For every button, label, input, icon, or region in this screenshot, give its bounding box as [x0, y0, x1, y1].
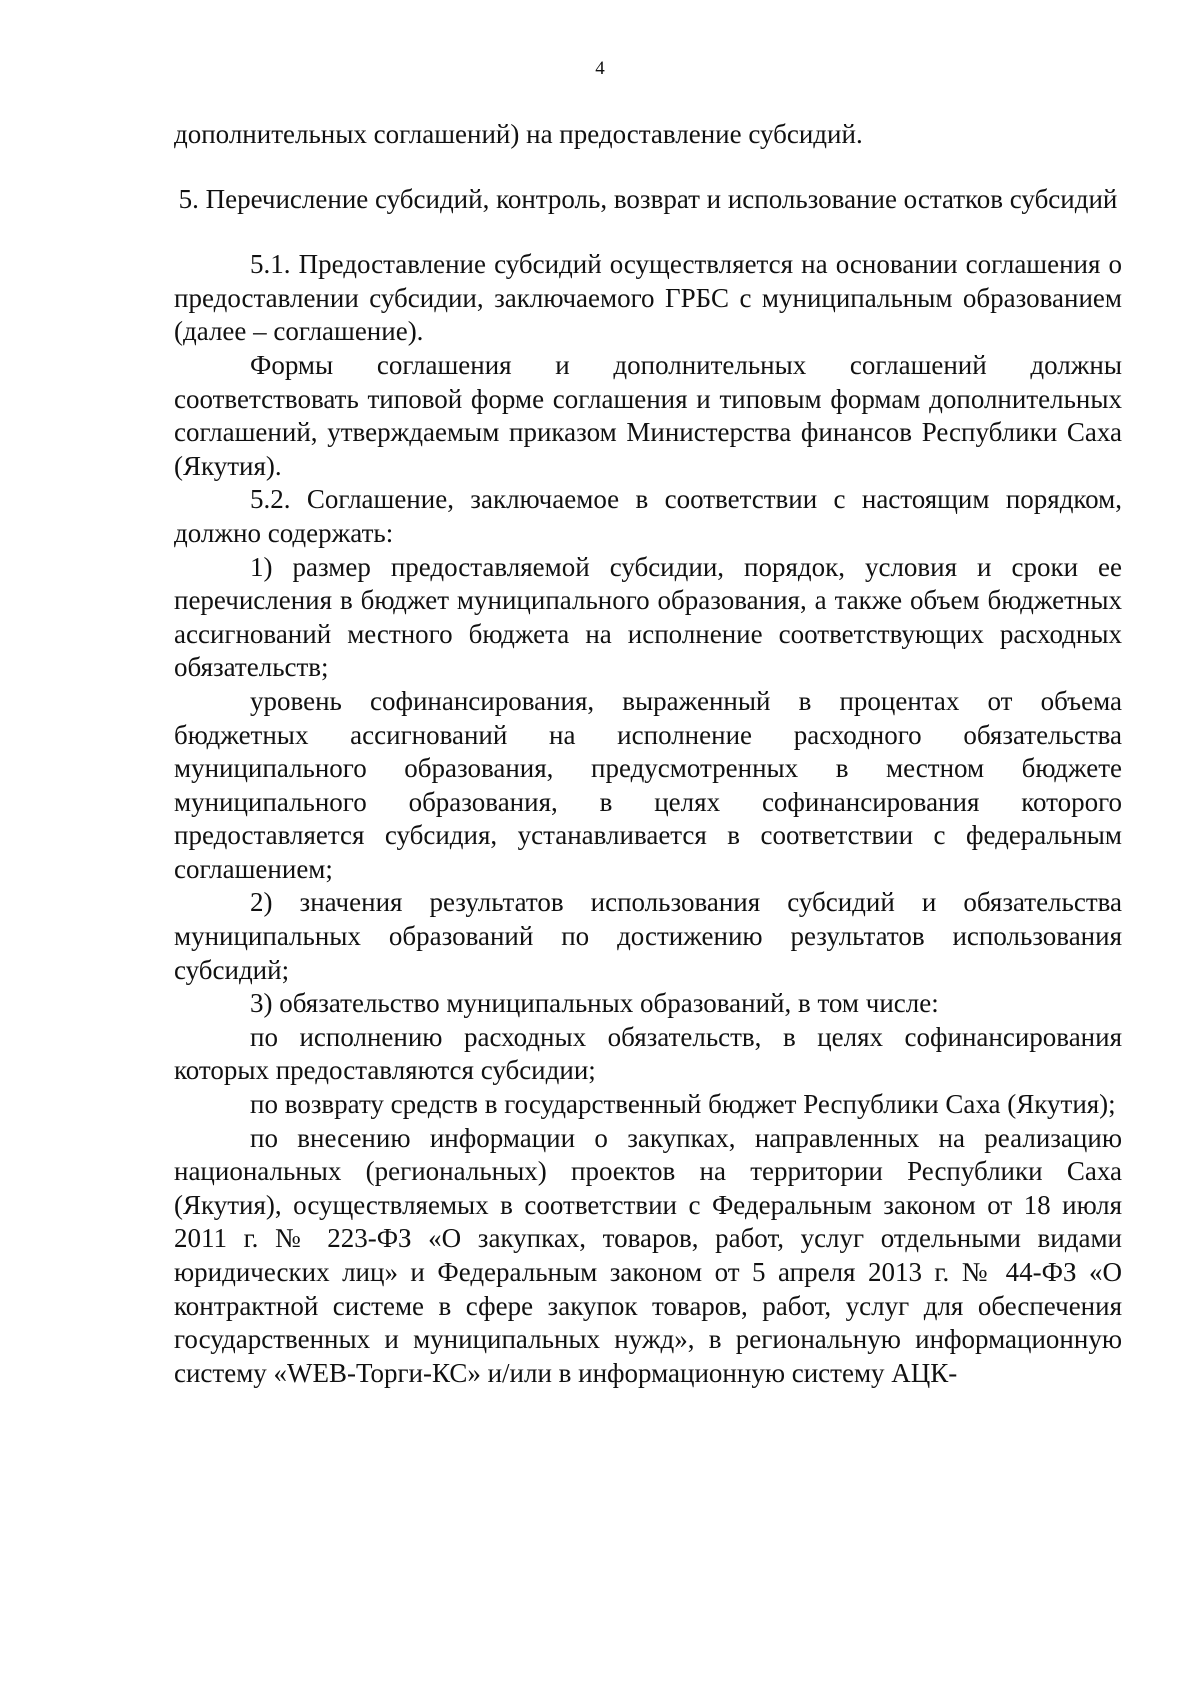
paragraph-5-2: 5.2. Соглашение, заключаемое в соответствии с настоящим порядком, должно содержать:: [174, 484, 1122, 548]
paragraph-forms: Формы соглашения и дополнительных соглашений должны соответствовать типовой форме соглашения и типовым формам дополнительных соглашений, утверждаемым приказом Министерства финансов Республики Саха (Якутия).: [174, 349, 1122, 481]
subitem-procurement-info: по внесению информации о закупках, направленных на реализацию национальных (региональных) проектов на территории Республики Саха (Якутия), осуществляемых в соответствии с Федеральным законом от 18 июля 2011 г. № 223-ФЗ «О закупках, товаров, работ, услуг отдельными видами юридических лиц» и Федеральным законом от 5 апреля 2013 г. № 44-ФЗ «О контрактной системе в сфере закупок товаров, работ, услуг для обеспечения государственных и муниципальных нужд», в региональную информационную систему «WEB-Торги-КС» и/или в информационную систему АЦК-: [174, 1122, 1122, 1388]
paragraph-cofinancing-level: уровень софинансирования, выраженный в процентах от объема бюджетных ассигнований на исполнение расходного обязательства муниципального образования, предусмотренных в местном бюджете муниципального образования, в целях софинансирования которого предоставляется субсидия, устанавливается в соответствии с федеральным соглашением;: [174, 685, 1122, 884]
paragraph-continuation: дополнительных соглашений) на предоставление субсидий.: [174, 119, 863, 149]
subitem-funds-return: по возврату средств в государственный бюджет Республики Саха (Якутия);: [250, 1089, 1116, 1120]
list-item-2: 2) значения результатов использования субсидий и обязательства муниципальных образований по достижению результатов использования субсидий;: [174, 887, 1122, 985]
section-heading: 5. Перечисление субсидий, контроль, возврат и использование остатков субсидий: [178, 183, 1118, 214]
document-body: [174, 118, 1122, 1390]
list-item-3: 3) обязательство муниципальных образований, в том числе:: [250, 988, 939, 1019]
paragraph-5-1: 5.1. Предоставление субсидий осуществляется на основании соглашения о предоставлении субсидии, заключаемого ГРБС с муниципальным образованием (далее – соглашение).: [174, 249, 1122, 347]
subitem-expenditure-obligations: по исполнению расходных обязательств, в целях софинансирования которых предоставляются субсидии;: [174, 1021, 1122, 1086]
page-number: 4: [595, 58, 605, 79]
list-item-1: 1) размер предоставляемой субсидии, порядок, условия и сроки ее перечисления в бюджет муниципального образования, а также объем бюджетных ассигнований местного бюджета на исполнение соответствующих расходных обязательств;: [174, 551, 1122, 683]
